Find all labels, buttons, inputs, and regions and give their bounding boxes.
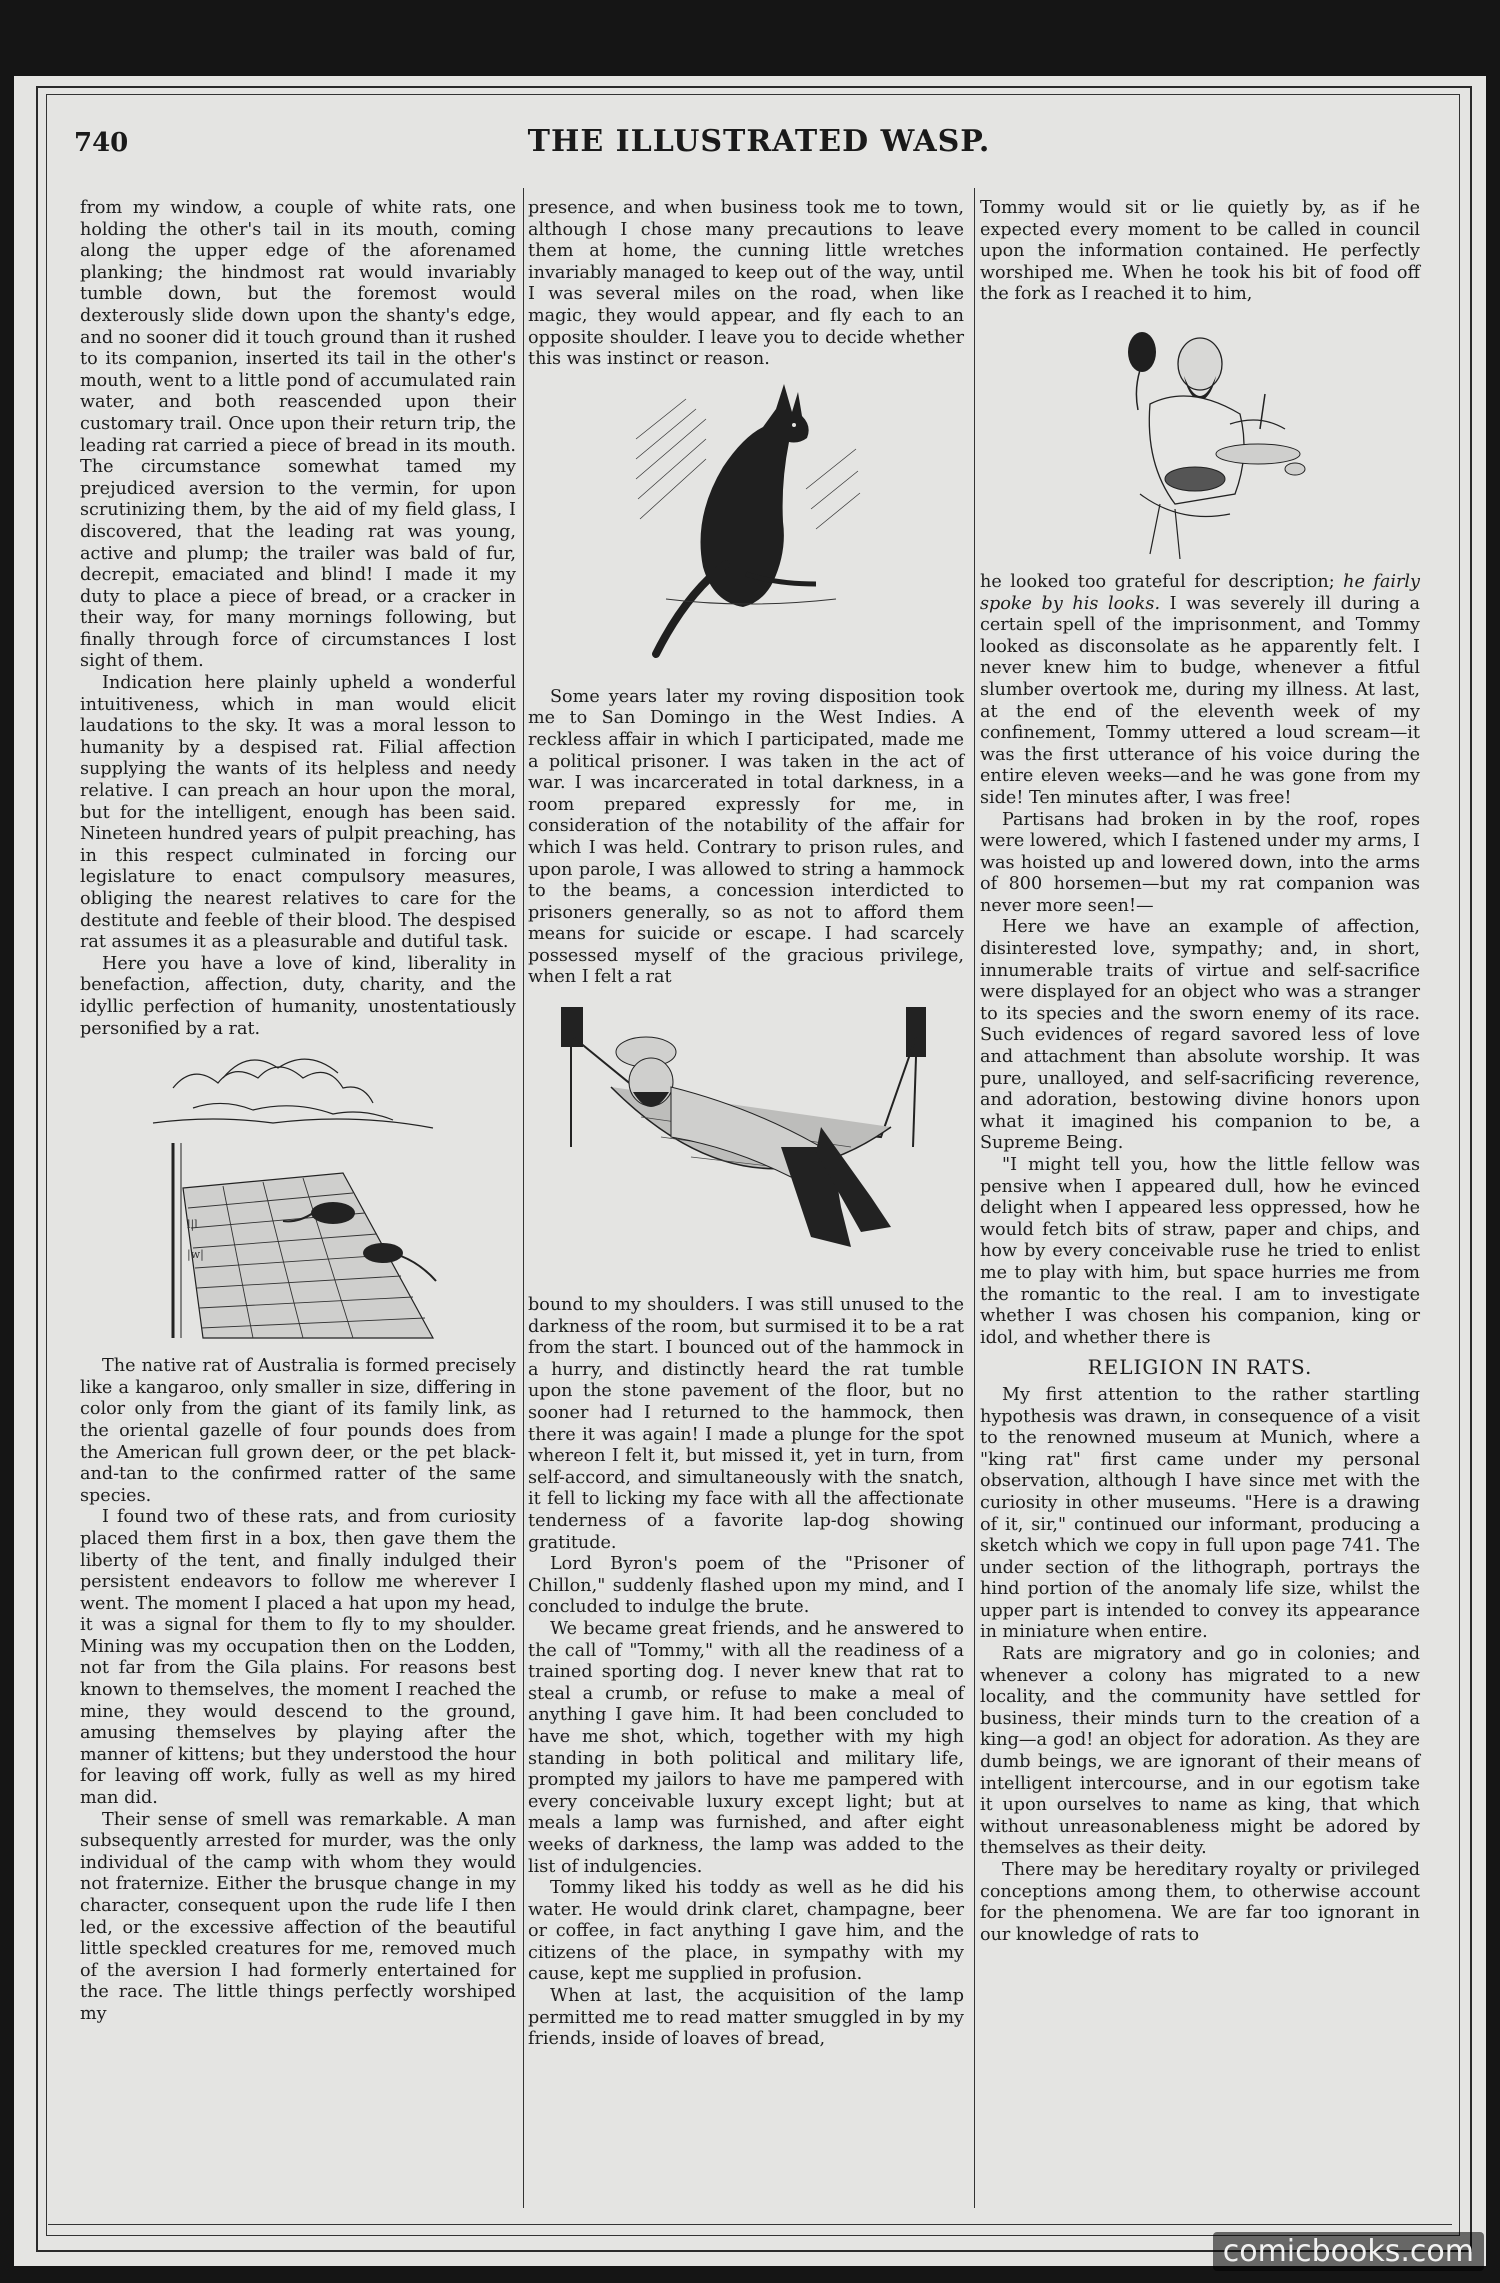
paragraph: [980, 572, 1420, 810]
page-header: [74, 120, 1444, 170]
kangaroo-rat-illustration: [626, 379, 866, 679]
page-footer-rule: [48, 2224, 1452, 2225]
paragraph: The native rat of Australia is formed precisely like a kangaroo, only smaller in size, differing in color only from the giant of its family link, as the oriental gazelle of four pounds does from the American full grown deer, or the pet black-and-tan to the confirmed ratter of the same species.: [80, 1356, 516, 1506]
rats-on-roof-illustration: [133, 1048, 463, 1348]
paragraph: Some years later my roving disposition took me to San Domingo in the West Indies. A reckless affair in which I participated, made me a political prisoner. I was taken in the act of war. I was incarcerated in total darkness, in a room prepared expressly for me, in consideration of the notability of the affair for which I was held. Contrary to prison rules, and upon parole, I was allowed to string a hammock to the beams, a concession interdicted to prisoners generally, so as not to afford them means for suicide or escape. I had scarcely possessed myself of the gracious privilege, when I felt a rat: [528, 686, 964, 988]
italic-text-run: he fairly spoke by his looks.: [980, 571, 1420, 614]
paragraph: There may be hereditary royalty or privileged conceptions among them, to otherwise account for the phenomena. We are far too ignorant in our knowledge of rats to: [980, 1860, 1420, 1945]
paragraph: Partisans had broken in by the roof, ropes were lowered, which I fastened under my arms, I was hoisted up and lowered down, into the arms of 800 horsemen—but my rat companion was never more seen!—: [980, 809, 1420, 916]
paragraph: I found two of these rats, and from curiosity placed them first in a box, then gave them the liberty of the tent, and finally indulged their persistent endeavors to follow me wherever I went. The moment I placed a hat upon my head, it was a signal for them to fly to my shoulder. Mining was my occupation then on the Lodden, not far from the Gila plains. For reasons best known to themselves, the moment I reached the mine, they would descend to the ground, amusing themselves by playing after the manner of kittens; but they understood the hour for leaving off work, fully as well as my hired man did.: [80, 1507, 516, 1809]
svg-text:l|l: l|l: [187, 1218, 198, 1232]
column-rule-2: [974, 188, 975, 2208]
paragraph: When at last, the acquisition of the lamp permitted me to read matter smuggled in by my friends, inside of loaves of bread,: [528, 1986, 964, 2050]
paragraph: Tommy liked his toddy as well as he did his water. He would drink claret, champagne, beer or coffee, in fact anything I gave him, and the citizens of the place, in sympathy with my cause, kept me supplied in profusion.: [528, 1878, 964, 1985]
column-rule-1: [523, 188, 524, 2208]
column-1: [80, 198, 516, 2026]
paragraph: bound to my shoulders. I was still unused to the darkness of the room, but surmised it to be a rat from the start. I bounced out of the hammock in a hurry, and distinctly heard the rat tumble upon the stone pavement of the floor, but no sooner had I returned to the hammock, then there it was again! I made a plunge for the spot whereon I felt it, but missed it, yet in turn, from self-accord, and simultaneously with the snatch, it fell to licking my face with all the affectionate tenderness of a favorite lap-dog showing gratitude.: [528, 1295, 964, 1553]
paragraph: Their sense of smell was remarkable. A man subsequently arrested for murder, was the only individual of the camp with whom they would not fraternize. Either the brusque change in my character, consequent upon the rude life I then led, or the excessive affection of the beautiful little speckled creatures for me, removed much of the aversion I had formerly entertained for the race. The little things perfectly worshiped my: [80, 1809, 516, 2024]
man-feeding-rat-illustration: [1080, 314, 1320, 564]
page-number: 740: [74, 128, 129, 158]
section-subheading: RELIGION IN RATS.: [1087, 1355, 1313, 1380]
svg-text:|w|: |w|: [187, 1248, 204, 1262]
paragraph: from my window, a couple of white rats, one holding the other's tail in its mouth, coming along the upper edge of the aforenamed planking; the hindmost rat would invariably tumble down, but the foremost would dexterously slide down upon the shanty's edge, and no sooner did it touch ground than it rushed to its companion, inserted its tail in the other's mouth, went to a little pond of accumulated rain water, and both reascended upon their customary trail. Once upon their return trip, the leading rat carried a piece of bread in its mouth. The circumstance somewhat tamed my prejudiced aversion to the vermin, for upon scrutinizing them, by the aid of my field glass, I discovered, that the leading rat was young, active and plump; the trailer was bald of fur, decrepit, emaciated and blind! I made it my duty to place a piece of bread, or a cracker in their way, for many mornings following, but finally through force of circumstances I lost sight of them.: [80, 198, 516, 672]
paragraph: presence, and when business took me to town, although I chose many precautions to leave them at home, the cunning little wretches invariably managed to keep out of the way, until I was several miles on the road, when like magic, they would appear, and fly each to an opposite shoulder. I leave you to decide whether this was instinct or reason.: [528, 198, 964, 370]
text-run: he looked too grateful for description;: [980, 571, 1344, 592]
publication-title: THE ILLUSTRATED WASP.: [527, 124, 991, 159]
paragraph: "I might tell you, how the little fellow was pensive when I appeared dull, how he evinced delight when I appeared less oppressed, how he would fetch bits of straw, paper and chips, and how by every conceivable ruse he tried to enlist me to play with him, but space hurries me from the romantic to the real. I am to investigate whether I was chosen his companion, king or idol, and whether there is: [980, 1155, 1420, 1348]
paragraph: Tommy would sit or lie quietly by, as if he expected every moment to be called in council upon the information contained. He perfectly worshiped me. When he took his bit of food off the fork as I reached it to him,: [980, 198, 1420, 305]
column-2: [528, 198, 964, 2051]
paragraph: Here you have a love of kind, liberality in benefaction, affection, duty, charity, and the idyllic perfection of humanity, unostentatiously personified by a rat.: [80, 953, 516, 1039]
text-run: I was severely ill during a certain spell of the imprisonment, and Tommy looked as disconsolate as he apparently felt. I never knew him to budge, whenever a fitful slumber overtook me, during my illness. At last, at the end of the eleventh week of my confinement, Tommy uttered a loud scream—it was the first utterance of his voice during the entire eleven weeks—and he was gone from my side! Ten minutes after, I was free!: [980, 593, 1420, 808]
site-watermark: comicbooks.com: [1213, 2232, 1484, 2271]
column-3: [980, 198, 1420, 1946]
newspaper-page: [14, 76, 1486, 2266]
paragraph: Here we have an example of affection, disinterested love, sympathy; and, in short, innumerable traits of virtue and self-sacrifice were displayed for an object who was a stranger to its species and the sworn enemy of its race. Such evidences of regard savored less of love and attachment than absolute worship. It was pure, unalloyed, and self-sacrificing reverence, and adoration, bestowing divine honors upon what it imagined his companion to be, a Supreme Being.: [980, 917, 1420, 1154]
paragraph: Indication here plainly upheld a wonderful intuitiveness, which in man would elicit laudations to the sky. It was a moral lesson to humanity by a despised rat. Filial affection supplying the wants of its helpless and needy relative. I can preach an hour upon the moral, but for the intelligent, enough has been said. Nineteen hundred years of pulpit preaching, has in this respect culminated in forcing our legislature to enact compulsory measures, obliging the nearest relatives to care for the destitute and feeble of their blood. The despised rat assumes it as a pleasurable and dutiful task.: [80, 673, 516, 953]
paragraph: Lord Byron's poem of the "Prisoner of Chillon," suddenly flashed upon my mind, and I concluded to indulge the brute.: [528, 1554, 964, 1618]
paragraph: Rats are migratory and go in colonies; and whenever a colony has migrated to a new locality, and the community have settled for business, their minds turn to the creation of a king—a god! an object for adoration. As they are dumb beings, we are ignorant of their means of intelligent intercourse, and in our egotism take it upon ourselves to name as king, that which without unreasonableness might be adored by themselves as their deity.: [980, 1644, 1420, 1859]
paragraph: My first attention to the rather startling hypothesis was drawn, in consequence of a visit to the renowned museum at Munich, where a "king rat" first came under my personal observation, although I have since met with the curiosity in other museums. "Here is a drawing of it, sir," continued our informant, producing a sketch which we copy in full upon page 741. The under section of the lithograph, portrays the hind portion of the anomaly life size, whilst the upper part is intended to convey its appearance in miniature when entire.: [980, 1384, 1420, 1643]
paragraph: We became great friends, and he answered to the call of "Tommy," with all the readiness of a trained sporting dog. I never knew that rat to steal a crumb, or refuse to make a meal of anything I gave him. It had been concluded to have me shot, which, together with my high standing in both political and military life, prompted my jailors to have me pampered with every conceivable luxury except light; but at meals a lamp was furnished, and after eight weeks of darkness, the lamp was added to the list of indulgencies.: [528, 1618, 964, 1877]
man-in-hammock-illustration: [551, 997, 941, 1287]
